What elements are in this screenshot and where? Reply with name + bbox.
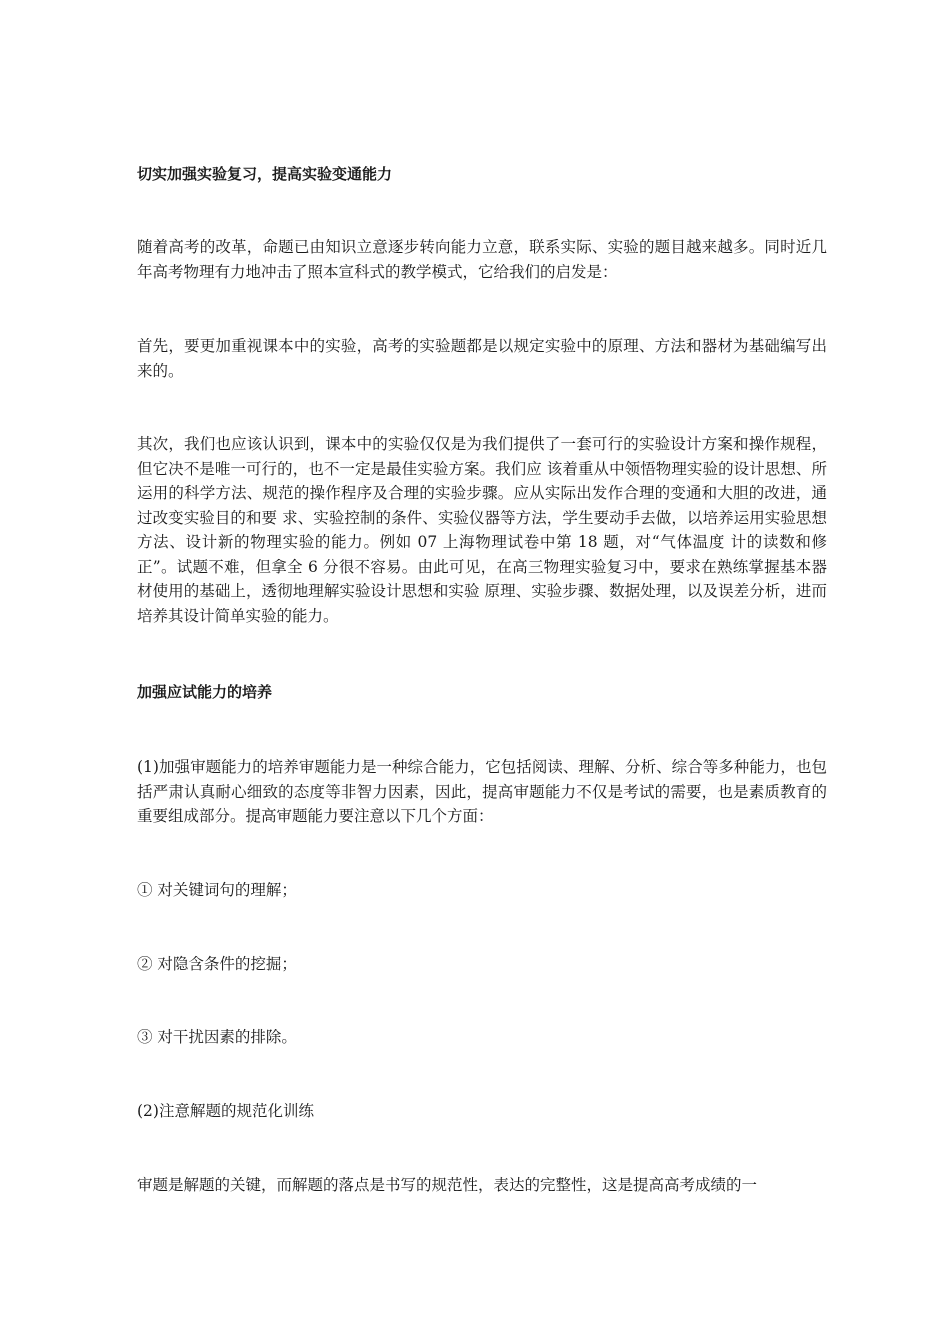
paragraph-first: 首先，要更加重视课本中的实验，高考的实验题都是以规定实验中的原理、方法和器材为基础编写出来的。 — [137, 337, 827, 380]
section-heading-exam-ability: 加强应试能力的培养 — [137, 683, 273, 701]
paragraph-problem-solving: 审题是解题的关键，而解题的落点是书写的规范性，表达的完整性，这是提高高考成绩的一 — [137, 1176, 758, 1194]
section-heading-experiment: 切实加强实验复习，提高实验变通能力 — [137, 165, 393, 183]
paragraph-intro: 随着高考的改革，命题已由知识立意逐步转向能力立意，联系实际、实验的题目越来越多。同时近几年高考物理有力地冲击了照本宣科式的教学模式，它给我们的启发是： — [137, 238, 827, 281]
list-item-keywords: ① 对关键词句的理解； — [137, 881, 297, 899]
list-item-interference: ③ 对干扰因素的排除。 — [137, 1028, 297, 1046]
paragraph-normalization: (2)注意解题的规范化训练 — [137, 1102, 314, 1120]
list-item-hidden-conditions: ② 对隐含条件的挖掘； — [137, 955, 297, 973]
paragraph-second: 其次，我们也应该认识到，课本中的实验仅仅是为我们提供了一套可行的实验设计方案和操作规程，但它决不是唯一可行的，也不一定是最佳实验方案。我们应 该着重从中领悟物理实验的设计思想、所运用的科学方法、规范的操作程序及合理的实验步骤。应从实际出发作合理的变通和大胆的改进，通过改变实验目的和要 求、实验控制的条件、实验仪器等方法，学生要动手去做，以培养运用实验思想方法、设计新的物理实验的能力。例如 07 上海物理试卷中第 18 题，对“气体温度 计的读数和修正”。试题不难，但拿全 6 分很不容易。由此可见，在高三物理实验复习中，要求在熟练掌握基本器材使用的基础上，透彻地理解实验设计思想和实验 原理、实验步骤、数据处理，以及误差分析，进而培养其设计简单实验的能力。 — [137, 435, 827, 625]
paragraph-reading-ability: (1)加强审题能力的培养审题能力是一种综合能力，它包括阅读、理解、分析、综合等多种能力，也包括严肃认真耐心细致的态度等非智力因素，因此，提高审题能力不仅是考试的需要，也是素质教育的重要组成部分。提高审题能力要注意以下几个方面： — [137, 758, 827, 825]
